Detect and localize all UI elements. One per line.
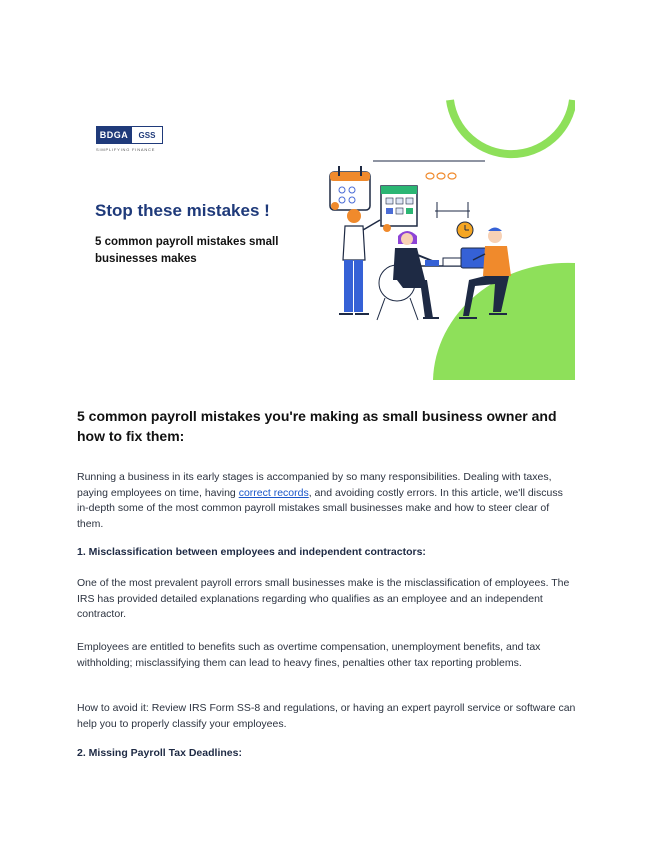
hero-subtitle: 5 common payroll mistakes small businesses makes	[95, 236, 279, 265]
section-1-paragraph-3: How to avoid it: Review IRS Form SS-8 and regulations, or having an expert payroll service or software can help you to properly classify your employees.	[77, 702, 576, 730]
section-1-heading: 1. Misclassification between employees and independent contractors:	[77, 546, 426, 558]
coin-rings-icon	[426, 173, 456, 179]
office-team-illustration	[325, 98, 575, 380]
company-logo	[96, 126, 168, 152]
planning-board-icon	[381, 186, 417, 226]
illustration-graphic	[325, 98, 575, 380]
section-2-heading: 2. Missing Payroll Tax Deadlines:	[77, 747, 242, 759]
sitting-person-figure	[393, 231, 439, 318]
green-ring-decoration	[450, 100, 573, 154]
article-heading: 5 common payroll mistakes you're making as small business owner and how to fix them:	[77, 408, 557, 444]
hero-title: Stop these mistakes !	[95, 201, 270, 220]
logo-tagline: SIMPLIFYING FINANCE	[96, 147, 156, 152]
logo-left-text: BDGA	[96, 126, 132, 144]
intro-paragraph	[77, 470, 577, 532]
section-1-paragraph-2: Employees are entitled to benefits such as overtime compensation, unemployment benefits, and tax withholding; misclassifying them can lead to heavy fines, penalties other tax reporting problems.	[77, 641, 541, 669]
standing-woman-figure	[339, 209, 380, 314]
section-1-paragraph-1: One of the most prevalent payroll errors small businesses make is the misclassification of employees. The IRS has provided detailed explanations regarding who qualifies as an employee and an independent contractor.	[77, 577, 570, 620]
clock-icon	[457, 222, 473, 238]
logo-right-text: GSS	[132, 126, 163, 144]
correct-records-link[interactable]: correct records	[238, 486, 309, 499]
intro-text-start: Running a business in its early stages is accompanied by so many responsibilities. Dealing with taxes, paying employees on time, having	[77, 471, 552, 499]
intro-text-end: , and avoiding costly errors. In this article, we'll discuss in-depth some of the most common payroll mistakes small businesses make and how to steer clear of them.	[77, 486, 563, 530]
